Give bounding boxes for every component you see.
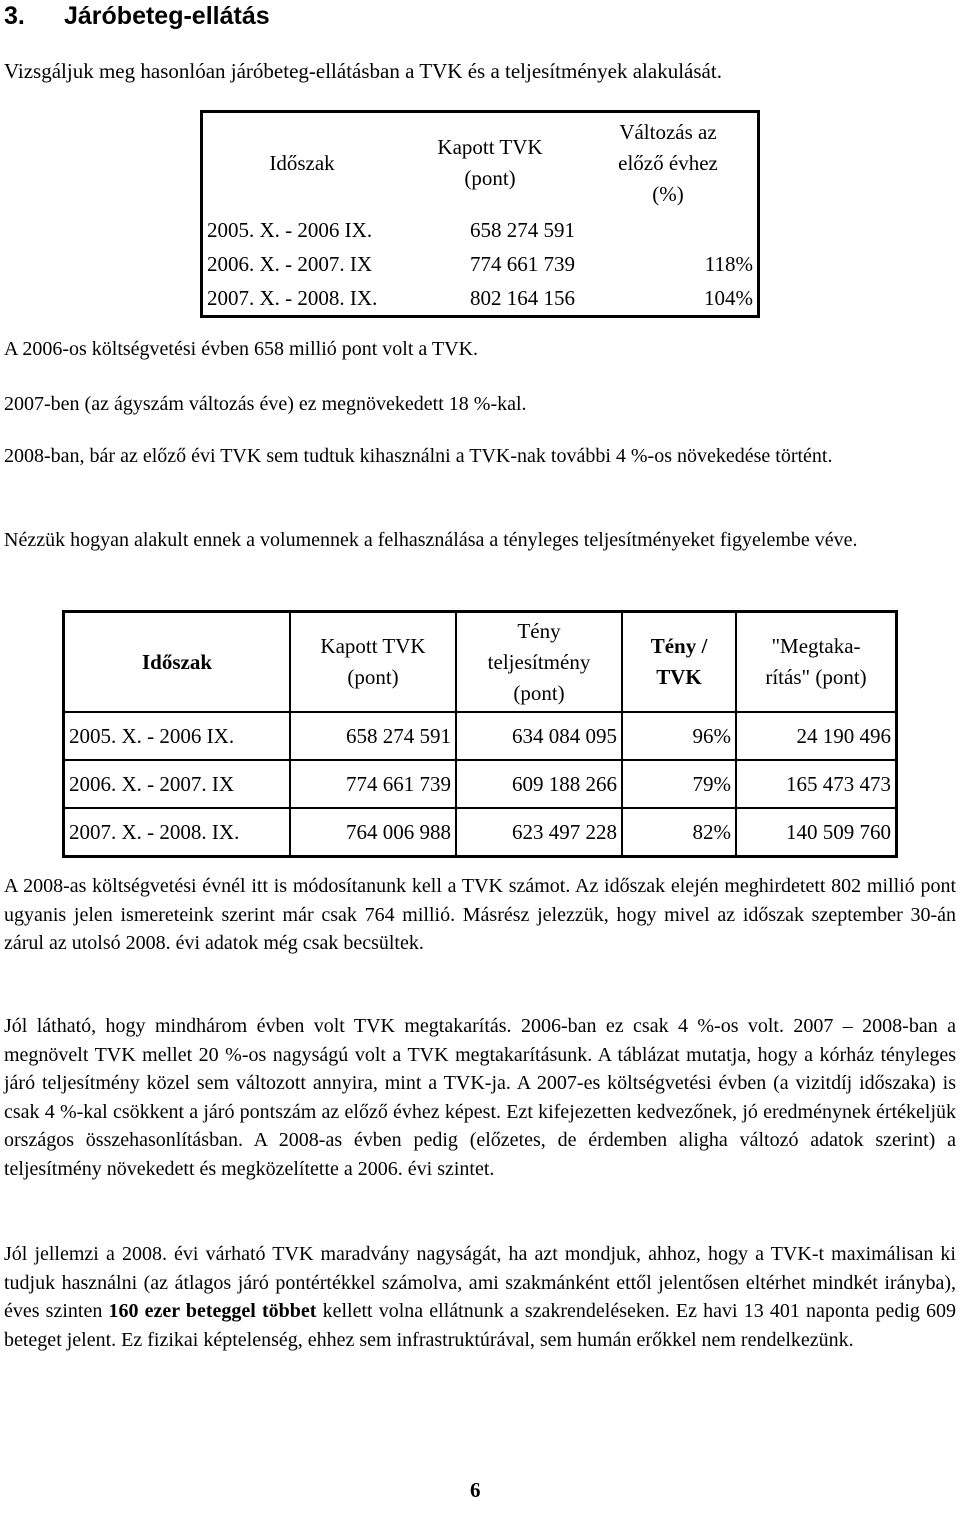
cell-period: 2005. X. - 2006 IX. xyxy=(207,218,373,242)
cell-change xyxy=(579,213,759,247)
cell-tvk: 774 661 739 xyxy=(470,252,575,276)
table-row xyxy=(202,247,759,281)
header-tvk: Kapott TVK (pont) xyxy=(290,612,456,713)
cell-performance: 623 497 228 xyxy=(456,808,622,857)
cell-period: 2006. X. - 2007. IX xyxy=(64,760,291,808)
cell-saving: 24 190 496 xyxy=(736,712,897,760)
cell-change: 104% xyxy=(704,286,753,310)
text-line: A 2006-os költségvetési évben 658 millió pont volt a TVK. xyxy=(4,338,479,360)
table-row xyxy=(202,213,759,247)
cell-tvk: 658 274 591 xyxy=(290,712,456,760)
performance-table xyxy=(62,610,898,858)
cell-period: 2007. X. - 2008. IX. xyxy=(64,808,291,857)
cell-tvk: 774 661 739 xyxy=(290,760,456,808)
cell-tvk: 764 006 988 xyxy=(290,808,456,857)
header-performance: Tény teljesítmény (pont) xyxy=(456,612,622,713)
cell-tvk: 658 274 591 xyxy=(470,218,575,242)
cell-period: 2005. X. - 2006 IX. xyxy=(64,712,291,760)
table-header-row xyxy=(202,112,759,214)
cell-saving: 165 473 473 xyxy=(736,760,897,808)
cell-period: 2007. X. - 2008. IX. xyxy=(207,286,378,310)
table-row xyxy=(64,712,897,760)
tvk-change-table xyxy=(200,110,760,318)
section-title: Járóbeteg-ellátás xyxy=(64,2,270,30)
cell-ratio: 82% xyxy=(622,808,736,857)
cell-ratio: 79% xyxy=(622,760,736,808)
table-header-row xyxy=(64,612,897,713)
highlight-text: 160 ezer beteggel többet xyxy=(108,1300,317,1323)
header-saving: "Megtaka- rítás" (pont) xyxy=(736,612,897,713)
section-heading xyxy=(4,0,270,32)
cell-saving: 140 509 760 xyxy=(736,808,897,857)
cell-period: 2006. X. - 2007. IX xyxy=(207,252,373,276)
cell-performance: 634 084 095 xyxy=(456,712,622,760)
header-change: Változás az előző évhez (%) xyxy=(618,119,718,206)
table-row xyxy=(64,760,897,808)
paragraph-1: A 2008-as költségvetési évnél itt is módosítanunk kell a TVK számot. Az időszak elején meghirdetett 802 millió pont ugyanis jelen ismereteink szerint már csak 764 millió. Másrész jelezzük, hogy mivel az időszak szeptember 30-án zárul az utolsó 2008. évi adatok még csak becsültek. xyxy=(4,875,956,955)
header-ratio: Tény / TVK xyxy=(622,612,736,713)
intro-text: Vizsgáljuk meg hasonlóan járóbeteg-ellátásban a TVK és a teljesítmények alakulását. xyxy=(4,59,722,83)
cell-performance: 609 188 266 xyxy=(456,760,622,808)
table-row xyxy=(64,808,897,857)
text-paragraph: 2008-ban, bár az előző évi TVK sem tudtuk kihasználni a TVK-nak további 4 %-os növekedése történt. xyxy=(4,445,833,467)
text-paragraph: Nézzük hogyan alakult ennek a volumennek a felhasználása a tényleges teljesítményeket figyelembe véve. xyxy=(4,529,858,551)
page-number: 6 xyxy=(470,1478,481,1502)
cell-ratio: 96% xyxy=(622,712,736,760)
cell-tvk: 802 164 156 xyxy=(470,286,575,310)
paragraph-3: Jól jellemzi a 2008. évi várható TVK maradvány nagyságát, ha azt mondjuk, ahhoz, hogy a TVK-t maximálisan ki tudjuk használni (az átlagos járó pontértékkel számolva, ami szakmánként ettől jelentősen eltérhet mindkét irányba), éves szinten 160 ezer beteggel többet kellett volna ellátnunk a szakrendeléseken. Ez havi 13 401 naponta pedig 609 beteget jelent. Ez fizikai képtelenség, ehhez sem infrastruktúrával, sem humán erőkkel nem rendelkezünk. xyxy=(4,1243,957,1351)
table-row xyxy=(202,281,759,317)
header-tvk: Kapott TVK (pont) xyxy=(437,135,543,190)
header-period: Időszak xyxy=(141,649,213,674)
text-line: 2007-ben (az ágyszám változás éve) ez megnövekedett 18 %-kal. xyxy=(4,393,527,415)
section-number: 3. xyxy=(4,2,25,30)
paragraph-2: Jól látható, hogy mindhárom évben volt TVK megtakarítás. 2006-ban ez csak 4 %-os volt. 2007 – 2008-ban a megnövelt TVK mellet 20 %-os nagyságú volt a TVK megtakarításunk. A táblázat mutatja, hogy a kórház tényleges járó teljesítmény közel sem változott annyira, mint a TVK-ja. A 2007-es költségvetési évben (a vizitdíj időszaka) is csak 4 %-kal csökkent a járó pontszám az előző évhez képest. Ezt kifejezetten kedvezőnek, jó eredménynek értékeljük országos összehasonlításban. A 2008-as évben pedig (előzetes, de érdemben aligha változó adatok szerint) a teljesítmény növekedett és megközelítette a 2006. évi szintet. xyxy=(4,1015,956,1180)
header-period: Időszak xyxy=(269,150,335,175)
cell-change: 118% xyxy=(704,252,753,276)
